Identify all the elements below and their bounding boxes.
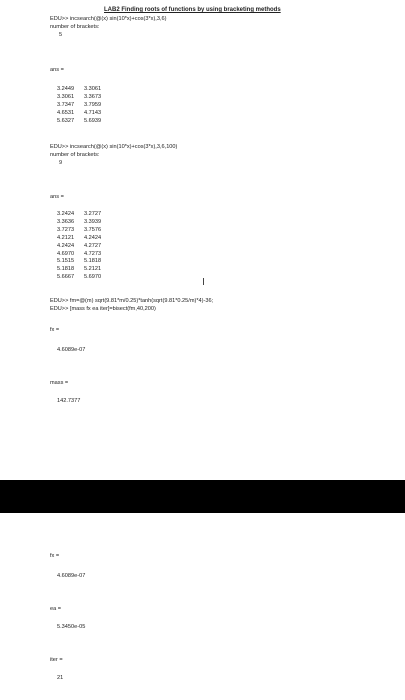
table-cell: 4.2424 xyxy=(84,234,102,241)
table-cell: 3.7347 xyxy=(57,101,75,108)
table-row xyxy=(57,211,111,219)
fx-value-1: 4.6089e-07 xyxy=(57,347,86,353)
mass-value: 142.7377 xyxy=(57,398,81,404)
table-row xyxy=(57,235,111,243)
ans-table-1 xyxy=(57,86,111,126)
table-cell: 5.1818 xyxy=(84,258,102,265)
command-incsearch-1: EDU>> incsearch(@(x) sin(10*x)+cos(3*x),3,6) xyxy=(50,16,167,22)
ea-value: 5.3450e-05 xyxy=(57,624,86,630)
table-cell: 5.1515 xyxy=(57,258,75,265)
table-cell: 5.2121 xyxy=(84,266,102,273)
table-cell: 4.7273 xyxy=(84,250,102,257)
table-row xyxy=(57,118,111,126)
table-row xyxy=(57,266,111,274)
table-cell: 5.6939 xyxy=(84,117,102,124)
table-cell: 3.3939 xyxy=(84,218,102,225)
iter-label: iter = xyxy=(50,657,63,663)
ans-table-2 xyxy=(57,211,111,282)
table-row xyxy=(57,94,111,102)
table-cell: 3.7959 xyxy=(84,101,102,108)
ea-label: ea = xyxy=(50,606,62,612)
brackets-value-1: 5 xyxy=(59,32,63,38)
table-row xyxy=(57,227,111,235)
ans-label-1: ans = xyxy=(50,67,64,73)
table-cell: 3.3673 xyxy=(84,93,102,100)
table-cell: 5.6667 xyxy=(57,274,75,281)
table-row xyxy=(57,258,111,266)
table-cell: 3.7273 xyxy=(57,226,75,233)
mass-label: mass = xyxy=(50,380,69,386)
page-gap xyxy=(0,480,405,513)
table-cell: 5.6327 xyxy=(57,117,75,124)
table-cell: 3.3061 xyxy=(84,86,102,92)
command-incsearch-2: EDU>> incsearch(@(x) sin(10*x)+cos(3*x),3,6,100) xyxy=(50,144,178,150)
table-cell: 3.2727 xyxy=(84,211,102,217)
table-cell: 4.2121 xyxy=(57,234,75,241)
table-row xyxy=(57,243,111,251)
table-cell: 3.3061 xyxy=(57,93,75,100)
table-row xyxy=(57,219,111,227)
table-row xyxy=(57,110,111,118)
brackets-label-1: number of brackets: xyxy=(50,24,100,30)
table-cell: 3.7576 xyxy=(84,226,102,233)
table-cell: 4.6970 xyxy=(57,250,75,257)
iter-value: 21 xyxy=(57,675,64,681)
table-row xyxy=(57,251,111,259)
brackets-value-2: 9 xyxy=(59,160,63,166)
document-page-bottom xyxy=(0,513,405,700)
table-cell: 5.6970 xyxy=(84,274,102,281)
table-cell: 4.7143 xyxy=(84,109,102,116)
table-cell: 5.1818 xyxy=(57,266,75,273)
ans-label-2: ans = xyxy=(50,194,64,200)
table-row xyxy=(57,274,111,282)
command-fm-definition: EDU>> fm=@(m) sqrt(9.81*m/0.25)*tanh(sqrt(9.81*0.25/m)*4)-36; xyxy=(50,298,214,304)
fx-label-1: fx = xyxy=(50,327,60,333)
fx-value-2: 4.6089e-07 xyxy=(57,573,86,579)
table-cell: 3.3636 xyxy=(57,218,75,225)
table-cell: 4.2424 xyxy=(57,242,75,249)
fx-label-2: fx = xyxy=(50,553,60,559)
document-title: LAB2 Finding roots of functions by using bracketing methods xyxy=(104,7,281,13)
table-row xyxy=(57,102,111,110)
table-cell: 3.2424 xyxy=(57,211,75,217)
table-cell: 4.6531 xyxy=(57,109,75,116)
table-row xyxy=(57,86,111,94)
brackets-label-2: number of brackets: xyxy=(50,152,100,158)
command-bisect: EDU>> [mass fx ea iter]=bisect(fm,40,200) xyxy=(50,306,156,312)
table-cell: 3.2449 xyxy=(57,86,75,92)
text-cursor xyxy=(203,278,204,285)
table-cell: 4.2727 xyxy=(84,242,102,249)
